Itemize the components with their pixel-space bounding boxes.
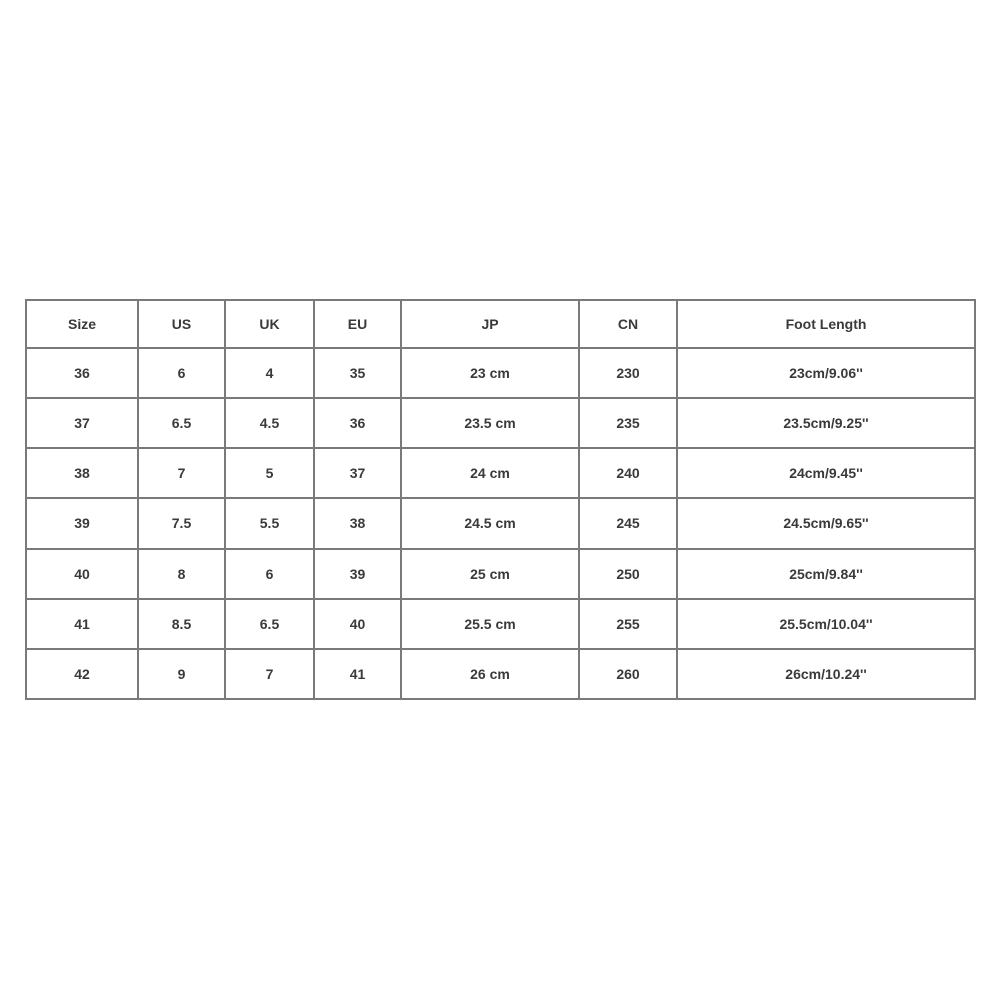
- cell-foot-length: 23.5cm/9.25'': [677, 398, 975, 448]
- cell-jp: 25.5 cm: [401, 599, 579, 649]
- header-foot-length: Foot Length: [677, 300, 975, 348]
- cell-eu: 35: [314, 348, 401, 398]
- cell-uk: 6: [225, 549, 314, 599]
- cell-jp: 24 cm: [401, 448, 579, 498]
- cell-cn: 250: [579, 549, 677, 599]
- cell-size: 42: [26, 649, 138, 699]
- header-jp: JP: [401, 300, 579, 348]
- table-row: [26, 649, 975, 699]
- cell-us: 8: [138, 549, 225, 599]
- header-cn: CN: [579, 300, 677, 348]
- cell-cn: 260: [579, 649, 677, 699]
- cell-uk: 5.5: [225, 498, 314, 548]
- cell-jp: 23.5 cm: [401, 398, 579, 448]
- cell-cn: 240: [579, 448, 677, 498]
- cell-us: 6.5: [138, 398, 225, 448]
- cell-eu: 39: [314, 549, 401, 599]
- cell-cn: 230: [579, 348, 677, 398]
- cell-cn: 245: [579, 498, 677, 548]
- table-row: [26, 448, 975, 498]
- cell-size: 41: [26, 599, 138, 649]
- cell-us: 6: [138, 348, 225, 398]
- cell-foot-length: 25cm/9.84'': [677, 549, 975, 599]
- cell-cn: 235: [579, 398, 677, 448]
- cell-us: 7.5: [138, 498, 225, 548]
- cell-us: 8.5: [138, 599, 225, 649]
- cell-eu: 37: [314, 448, 401, 498]
- cell-size: 36: [26, 348, 138, 398]
- header-row: [26, 300, 975, 348]
- cell-foot-length: 26cm/10.24'': [677, 649, 975, 699]
- cell-uk: 6.5: [225, 599, 314, 649]
- cell-us: 9: [138, 649, 225, 699]
- cell-us: 7: [138, 448, 225, 498]
- cell-size: 40: [26, 549, 138, 599]
- cell-foot-length: 24cm/9.45'': [677, 448, 975, 498]
- cell-foot-length: 24.5cm/9.65'': [677, 498, 975, 548]
- header-uk: UK: [225, 300, 314, 348]
- cell-uk: 4: [225, 348, 314, 398]
- cell-eu: 41: [314, 649, 401, 699]
- cell-uk: 5: [225, 448, 314, 498]
- cell-size: 39: [26, 498, 138, 548]
- cell-size: 38: [26, 448, 138, 498]
- cell-eu: 36: [314, 398, 401, 448]
- cell-size: 37: [26, 398, 138, 448]
- cell-foot-length: 23cm/9.06'': [677, 348, 975, 398]
- cell-uk: 4.5: [225, 398, 314, 448]
- table-row: [26, 549, 975, 599]
- cell-jp: 25 cm: [401, 549, 579, 599]
- cell-foot-length: 25.5cm/10.04'': [677, 599, 975, 649]
- cell-eu: 38: [314, 498, 401, 548]
- cell-jp: 24.5 cm: [401, 498, 579, 548]
- table-row: [26, 398, 975, 448]
- cell-cn: 255: [579, 599, 677, 649]
- header-eu: EU: [314, 300, 401, 348]
- cell-uk: 7: [225, 649, 314, 699]
- cell-eu: 40: [314, 599, 401, 649]
- size-chart-table: [25, 299, 976, 700]
- header-size: Size: [26, 300, 138, 348]
- cell-jp: 26 cm: [401, 649, 579, 699]
- table-row: [26, 348, 975, 398]
- cell-jp: 23 cm: [401, 348, 579, 398]
- header-us: US: [138, 300, 225, 348]
- table-row: [26, 498, 975, 548]
- table-row: [26, 599, 975, 649]
